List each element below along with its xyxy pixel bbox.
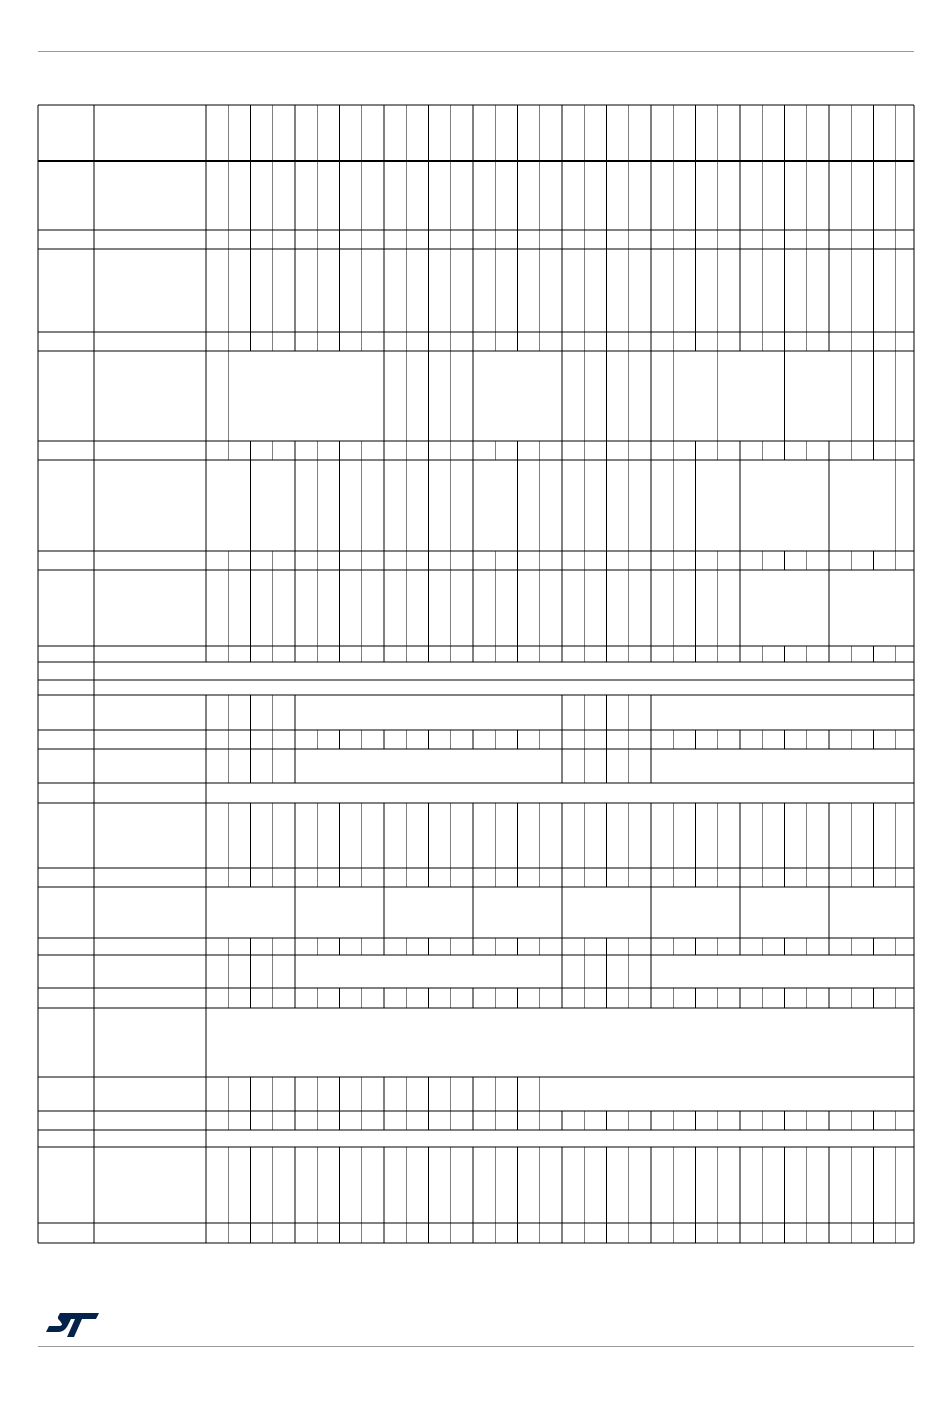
footer-rule bbox=[38, 1346, 914, 1347]
st-logo-icon bbox=[44, 1312, 100, 1343]
